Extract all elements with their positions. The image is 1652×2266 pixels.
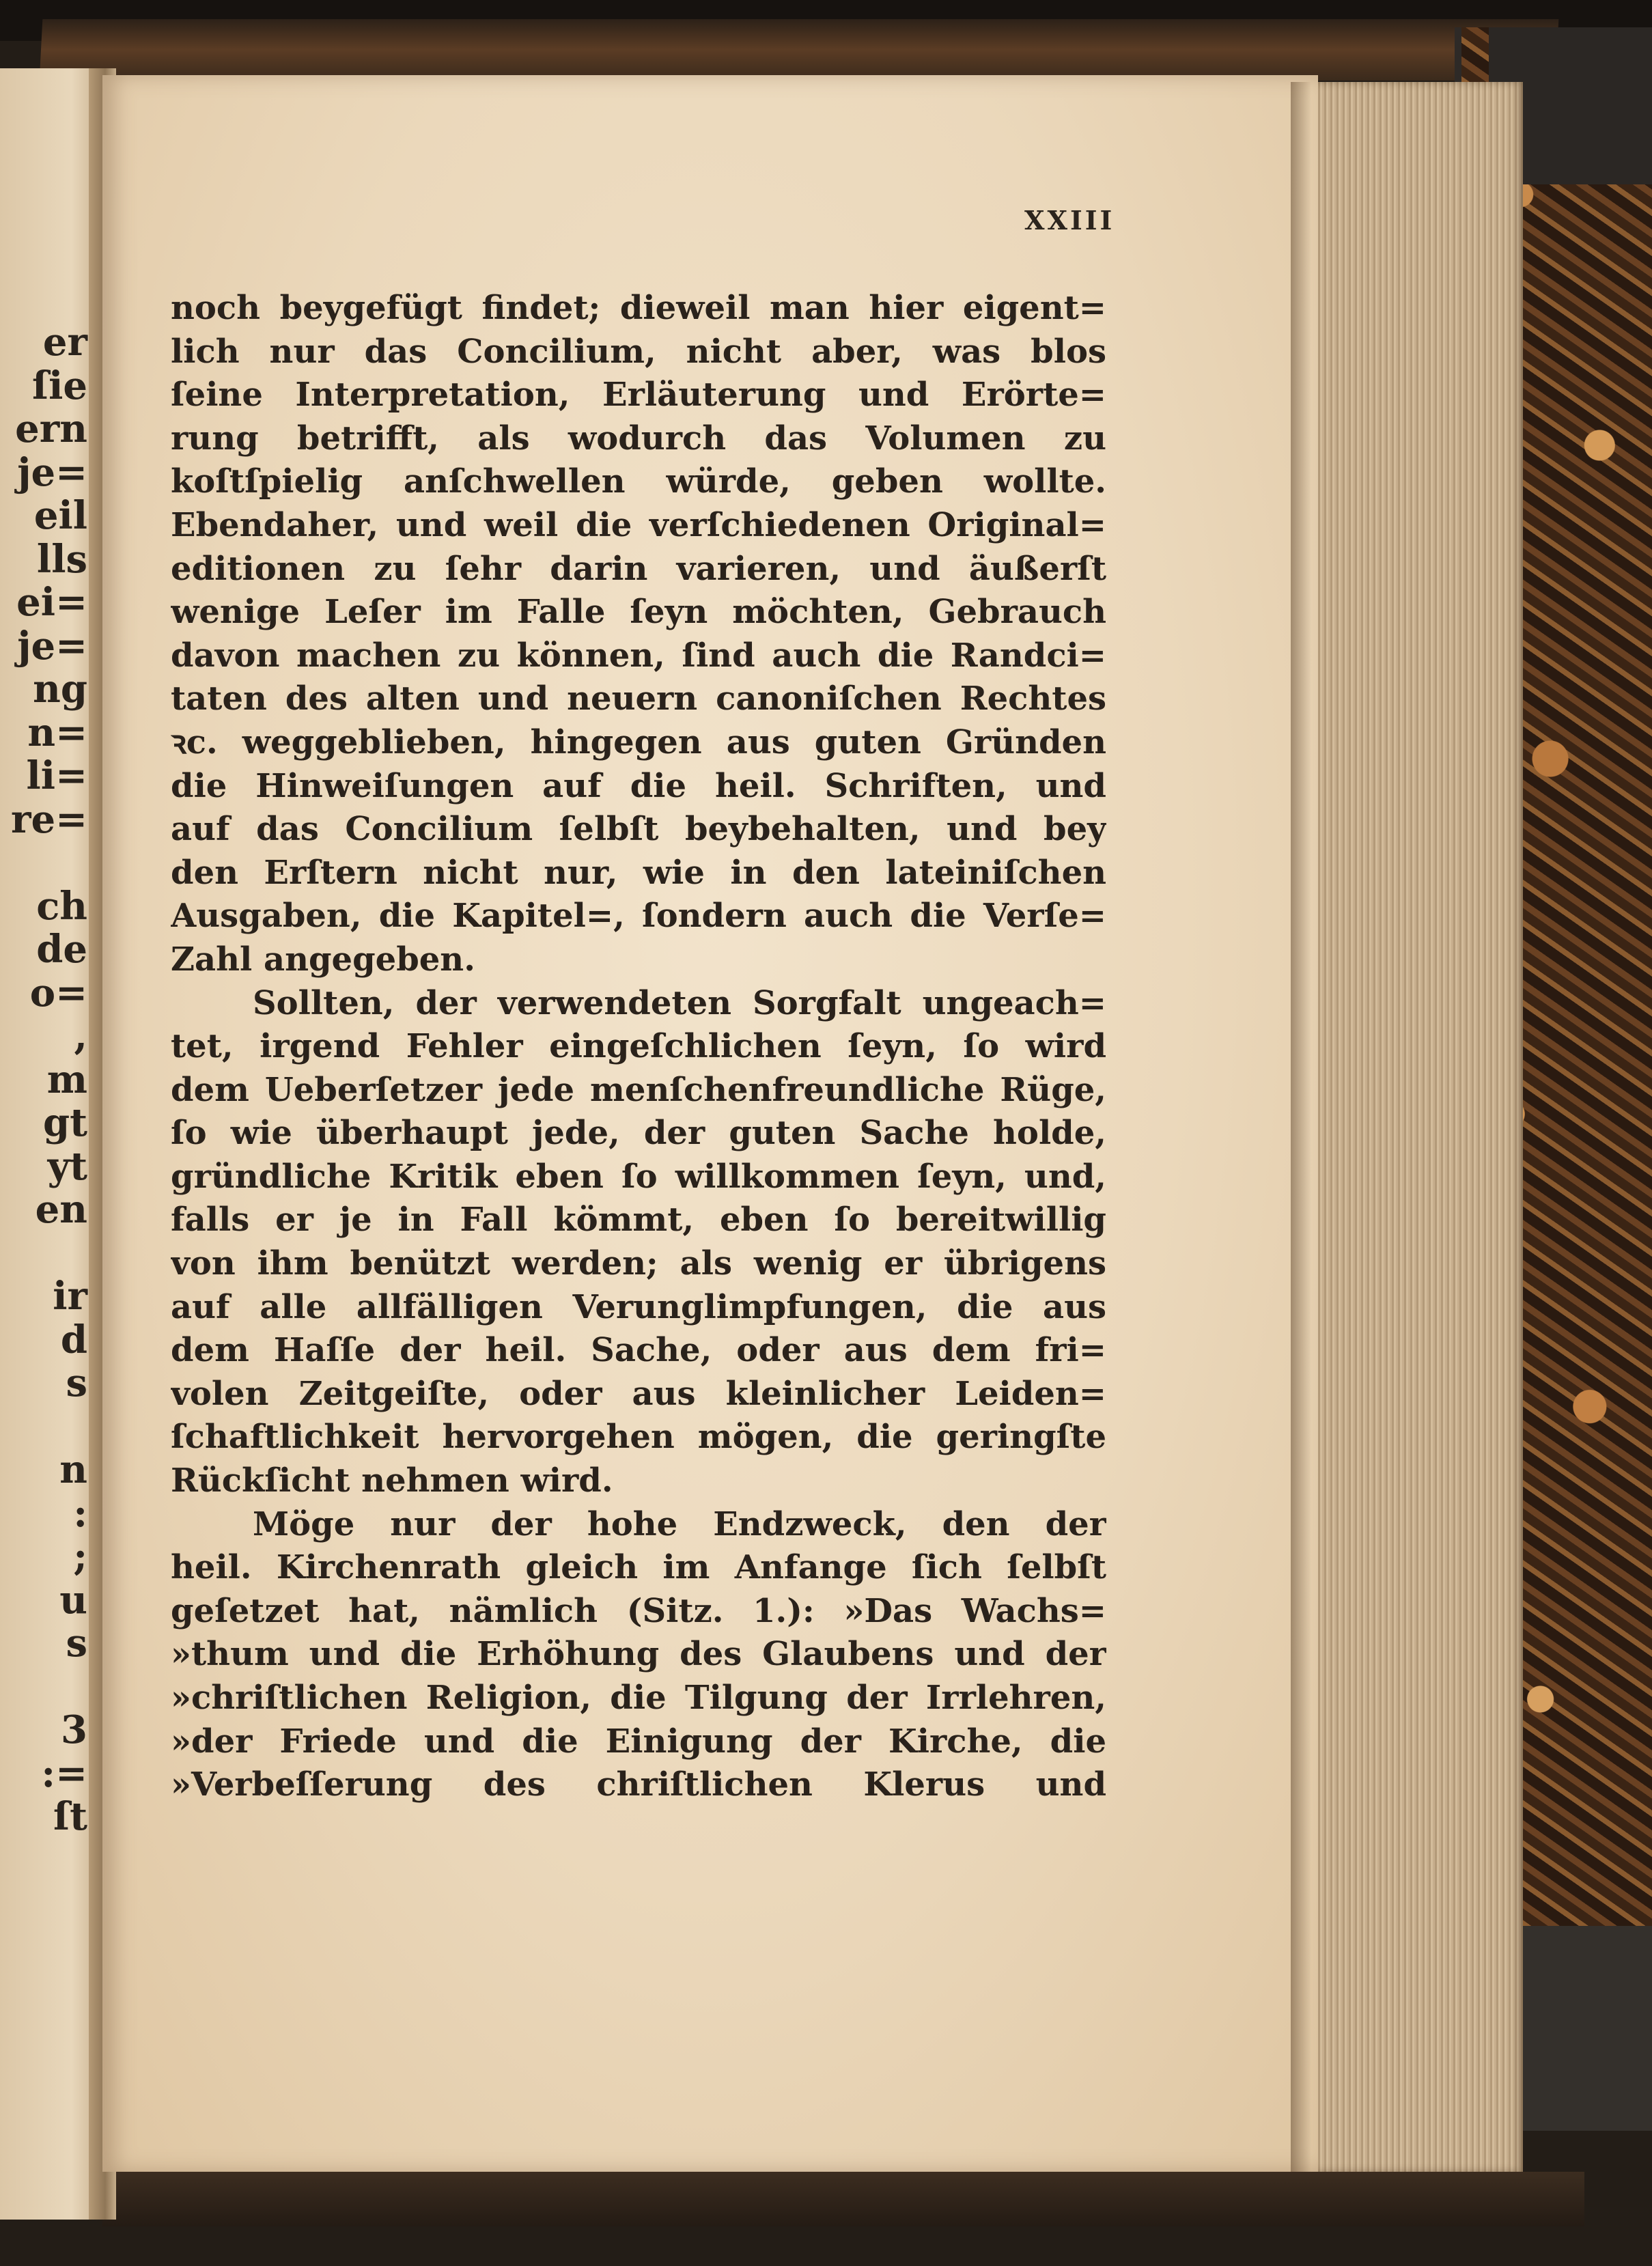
text-line: tet, irgend Fehler eingeſchlichen ſeyn, ſo wird <box>171 1027 1106 1066</box>
left-page-fragment: ſie <box>32 363 87 408</box>
text-line: wenige Leſer im Falle ſeyn möchten, Gebrauch <box>171 593 1106 632</box>
text-line: ꝛc. weggeblieben, hingegen aus guten Gründen <box>171 723 1106 761</box>
text-line: Rückſicht nehmen wird. <box>171 1461 613 1500</box>
left-page-fragment: s <box>66 1621 87 1666</box>
text-line: Sollten, der verwendeten Sorgfalt ungeach= <box>253 983 1106 1022</box>
text-line: ſo wie überhaupt jede, der guten Sache holde, <box>171 1114 1106 1153</box>
left-page-fragment: s <box>66 1360 87 1405</box>
left-page-fragment: ; <box>73 1534 87 1579</box>
left-page-fragment: m <box>46 1057 87 1102</box>
left-page-fragment: ſt <box>53 1794 87 1839</box>
page-block-edges <box>1298 82 1523 2172</box>
left-page-fragment: yt <box>47 1143 87 1189</box>
left-page-fragment: je= <box>17 623 87 669</box>
text-line: lich nur das Concilium, nicht aber, was blos <box>171 332 1106 371</box>
left-page-fragment: ei= <box>16 580 87 625</box>
text-line: Ebendaher, und weil die verſchiedenen Original= <box>171 505 1106 544</box>
text-line: dem Ueberſetzer jede menſchenfreundliche Rüge, <box>171 1070 1106 1109</box>
left-page-fragment: 3 <box>61 1707 87 1752</box>
left-page-fragment <box>3 1666 92 1709</box>
text-line: volen Zeitgeiſte, oder aus kleinlicher Leiden= <box>171 1374 1106 1413</box>
text-line: den Erſtern nicht nur, wie in den lateiniſchen <box>171 853 1106 892</box>
text-line: auf das Concilium ſelbſt beybehalten, und bey <box>171 810 1106 849</box>
page-edge-shadow <box>1291 82 1311 2172</box>
left-page-fragment: , <box>74 1013 87 1059</box>
text-line: Ausgaben, die Kapitel=, ſondern auch die Verſe= <box>171 897 1106 936</box>
text-line: koſtſpielig anſchwellen würde, geben wollte. <box>171 462 1106 501</box>
left-page-fragment: er <box>42 320 87 365</box>
left-page-fragment: n= <box>27 710 87 755</box>
text-line: falls er je in Fall kömmt, eben ſo bereitwillig <box>171 1201 1106 1240</box>
left-page-fragment: : <box>73 1490 87 1536</box>
text-line: Zahl angegeben. <box>171 940 475 979</box>
text-line: ſchaftlichkeit hervorgehen mögen, die geringſte <box>171 1418 1106 1457</box>
text-line: rung betrifft, als wodurch das Volumen zu <box>171 419 1106 458</box>
left-page-fragment: eil <box>33 493 87 538</box>
text-line: auf alle allfälligen Verunglimpfungen, die aus <box>171 1287 1106 1326</box>
text-line: »Verbeſſerung des chriſtlichen Klerus und <box>171 1765 1106 1804</box>
text-line: dem Haſſe der heil. Sache, oder aus dem fri= <box>171 1331 1106 1370</box>
left-page-fragment <box>3 841 92 885</box>
text-line: ſeine Interpretation, Erläuterung und Erörte= <box>171 376 1106 415</box>
text-line: heil. Kirchenrath gleich im Anfange ſich ſelbſt <box>171 1548 1106 1587</box>
left-page-fragment: n <box>59 1447 87 1492</box>
left-page-fragment: u <box>59 1577 87 1623</box>
left-page-fragment: gt <box>42 1100 87 1145</box>
left-page-text-fragments <box>3 321 92 1839</box>
text-line: von ihm benützt werden; als wenig er übrigens <box>171 1244 1106 1283</box>
text-line: gründliche Kritik eben ſo willkommen ſeyn, und, <box>171 1157 1106 1196</box>
book-board-bottom <box>102 2172 1584 2226</box>
left-page-fragment: li= <box>26 753 87 798</box>
body-text <box>171 287 1106 1807</box>
left-page-fragment: ir <box>53 1274 87 1319</box>
left-page-fragment: lls <box>36 536 87 582</box>
left-page-fragment: ern <box>15 406 87 451</box>
book-board-top <box>40 19 1559 81</box>
text-line: davon machen zu können, ſind auch die Randci= <box>171 636 1106 675</box>
left-page-fragment: je= <box>17 449 87 495</box>
left-page-fragment <box>3 1405 92 1449</box>
page-number: XXIII <box>1024 205 1115 236</box>
text-line: noch beygefügt findet; dieweil man hier eigent= <box>171 289 1106 327</box>
text-line: geſetzet hat, nämlich (Sitz. 1.): »Das Wachs= <box>171 1591 1106 1630</box>
left-page-fragment: re= <box>10 796 87 842</box>
text-line: editionen zu ſehr darin varieren, und äußerſt <box>171 549 1106 588</box>
left-page-fragment: := <box>41 1750 87 1796</box>
text-line: »thum und die Erhöhung des Glaubens und der <box>171 1635 1106 1674</box>
text-line: Möge nur der hohe Endzweck, den der <box>253 1505 1106 1543</box>
left-page-fragment: ch <box>36 883 87 929</box>
left-page-fragment: en <box>35 1187 87 1232</box>
cover-corner-bottom <box>1516 1926 1652 2131</box>
left-page-fragment: ng <box>33 667 87 712</box>
left-page-fragment: o= <box>29 970 87 1016</box>
text-line: die Hinweiſungen auf die heil. Schriften, und <box>171 766 1106 805</box>
text-line: taten des alten und neuern canoniſchen Rechtes <box>171 680 1106 718</box>
left-page-fragment: d <box>60 1317 87 1362</box>
text-line: »der Friede und die Einigung der Kirche, die <box>171 1722 1106 1761</box>
left-page-fragment: de <box>36 927 87 972</box>
text-line: »chriſtlichen Religion, die Tilgung der Irrlehren, <box>171 1679 1106 1717</box>
left-page-fragment <box>3 1232 92 1276</box>
